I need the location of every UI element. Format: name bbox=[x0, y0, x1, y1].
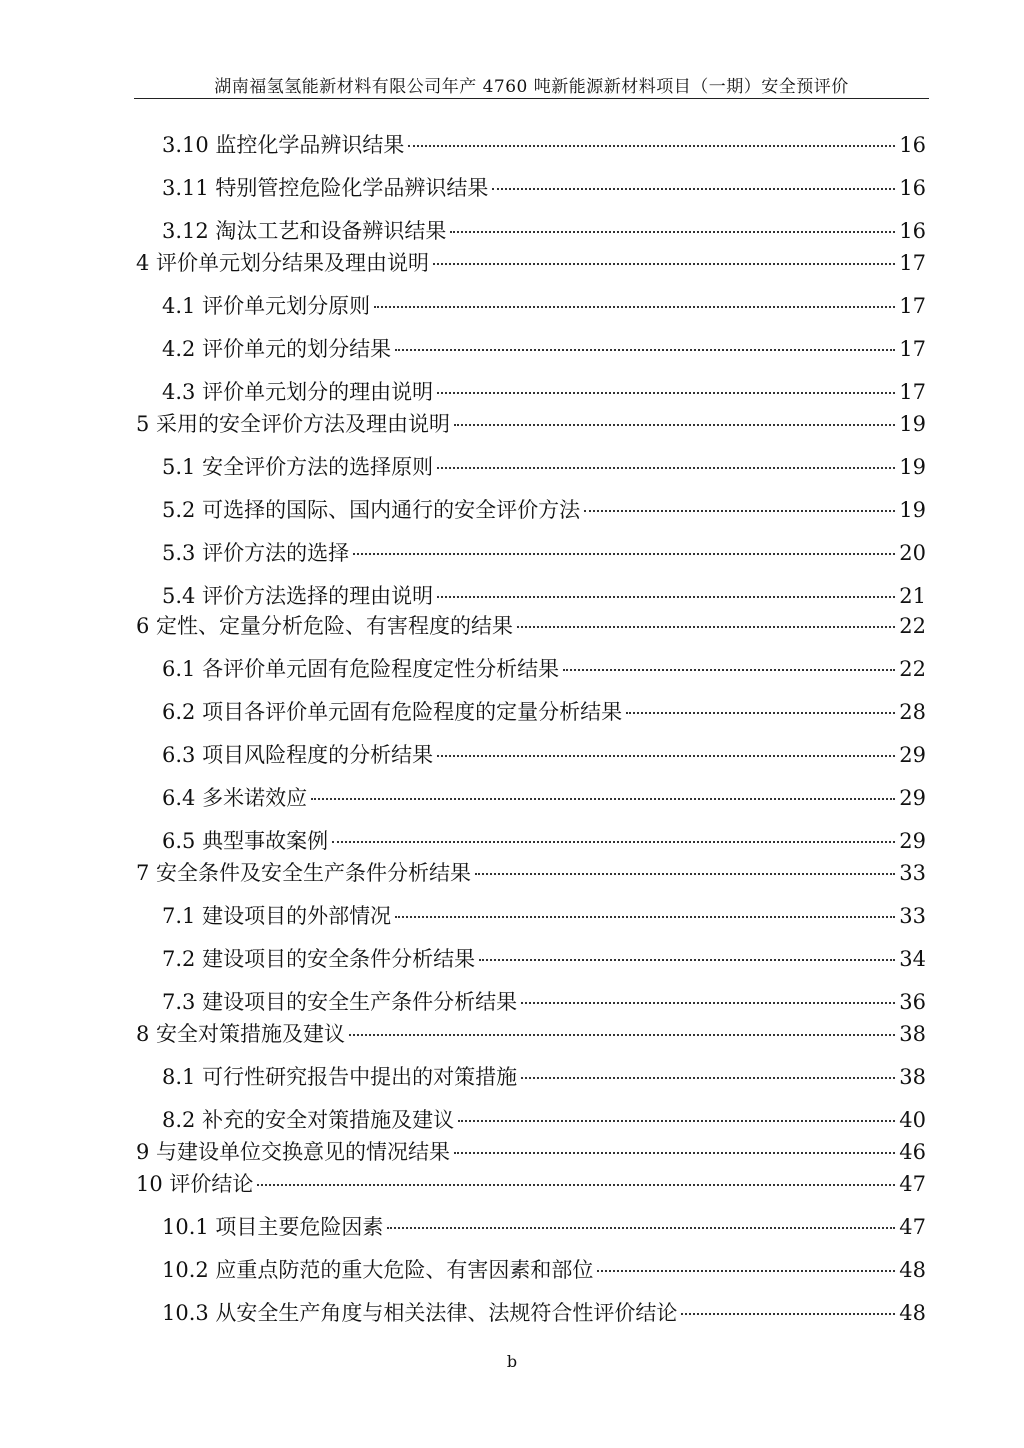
toc-entry-title: 7 安全条件及安全生产条件分析结果 bbox=[136, 861, 472, 885]
toc-page-number: 16 bbox=[899, 219, 926, 243]
toc-page-number: 34 bbox=[899, 947, 926, 971]
toc-section-entry[interactable] bbox=[162, 130, 926, 160]
toc-chapter-entry[interactable] bbox=[136, 1019, 926, 1049]
toc-entry-title: 5.2 可选择的国际、国内通行的安全评价方法 bbox=[162, 498, 581, 522]
toc-dot-leader bbox=[353, 553, 895, 555]
toc-page-number: 47 bbox=[899, 1215, 926, 1239]
toc-dot-leader bbox=[311, 798, 895, 800]
toc-entry-title: 10.1 项目主要危险因素 bbox=[162, 1215, 384, 1239]
toc-page-number: 19 bbox=[899, 412, 926, 436]
toc-section-entry[interactable] bbox=[162, 216, 926, 246]
toc-page-number: 17 bbox=[899, 251, 926, 275]
toc-entry-title: 3.11 特别管控危险化学品辨识结果 bbox=[162, 176, 489, 200]
toc-entry-title: 5 采用的安全评价方法及理由说明 bbox=[136, 412, 451, 436]
toc-dot-leader bbox=[450, 231, 895, 233]
toc-page-number: 19 bbox=[899, 455, 926, 479]
toc-dot-leader bbox=[597, 1270, 895, 1272]
toc-page-number: 46 bbox=[899, 1140, 926, 1164]
toc-entry-title: 3.10 监控化学品辨识结果 bbox=[162, 133, 405, 157]
toc-dot-leader bbox=[437, 392, 895, 394]
toc-dot-leader bbox=[349, 1034, 895, 1036]
toc-section-entry[interactable] bbox=[162, 697, 926, 727]
toc-section-entry[interactable] bbox=[162, 826, 926, 856]
toc-page-number: 47 bbox=[899, 1172, 926, 1196]
toc-entry-title: 6.5 典型事故案例 bbox=[162, 829, 329, 853]
toc-page-number: 20 bbox=[899, 541, 926, 565]
toc-dot-leader bbox=[475, 873, 895, 875]
toc-entry-title: 6.4 多米诺效应 bbox=[162, 786, 308, 810]
toc-section-entry[interactable] bbox=[162, 173, 926, 203]
toc-dot-leader bbox=[626, 712, 895, 714]
toc-dot-leader bbox=[395, 349, 895, 351]
toc-chapter-entry[interactable] bbox=[136, 858, 926, 888]
toc-entry-title: 6.3 项目风险程度的分析结果 bbox=[162, 743, 434, 767]
toc-dot-leader bbox=[408, 145, 895, 147]
toc-section-entry[interactable] bbox=[162, 783, 926, 813]
toc-dot-leader bbox=[584, 510, 895, 512]
toc-dot-leader bbox=[437, 755, 895, 757]
toc-entry-title: 8.1 可行性研究报告中提出的对策措施 bbox=[162, 1065, 518, 1089]
toc-entry-title: 6.2 项目各评价单元固有危险程度的定量分析结果 bbox=[162, 700, 623, 724]
toc-dot-leader bbox=[437, 467, 895, 469]
toc-entry-title: 7.3 建设项目的安全生产条件分析结果 bbox=[162, 990, 518, 1014]
toc-page-number: 22 bbox=[899, 657, 926, 681]
toc-section-entry[interactable] bbox=[162, 581, 926, 611]
toc-page-number: 48 bbox=[899, 1258, 926, 1282]
toc-page-number: 16 bbox=[899, 133, 926, 157]
toc-page-number: 33 bbox=[899, 904, 926, 928]
toc-entry-title: 10 评价结论 bbox=[136, 1172, 254, 1196]
toc-page-number: 22 bbox=[899, 614, 926, 638]
toc-dot-leader bbox=[374, 306, 895, 308]
toc-dot-leader bbox=[492, 188, 895, 190]
toc-dot-leader bbox=[458, 1120, 895, 1122]
toc-dot-leader bbox=[433, 263, 895, 265]
toc-page-number: 17 bbox=[899, 294, 926, 318]
toc-section-entry[interactable] bbox=[162, 452, 926, 482]
toc-page-number: 28 bbox=[899, 700, 926, 724]
toc-chapter-entry[interactable] bbox=[136, 1137, 926, 1167]
toc-entry-title: 4.1 评价单元划分原则 bbox=[162, 294, 371, 318]
toc-section-entry[interactable] bbox=[162, 740, 926, 770]
toc-section-entry[interactable] bbox=[162, 1062, 926, 1092]
toc-section-entry[interactable] bbox=[162, 1255, 926, 1285]
running-header: 湖南福氢氢能新材料有限公司年产 4760 吨新能源新材料项目（一期）安全预评价 bbox=[214, 77, 849, 97]
toc-chapter-entry[interactable] bbox=[136, 409, 926, 439]
toc-section-entry[interactable] bbox=[162, 1298, 926, 1328]
toc-entry-title: 4.2 评价单元的划分结果 bbox=[162, 337, 392, 361]
toc-dot-leader bbox=[517, 626, 895, 628]
toc-page-number: 40 bbox=[899, 1108, 926, 1132]
toc-dot-leader bbox=[521, 1002, 895, 1004]
toc-chapter-entry[interactable] bbox=[136, 1169, 926, 1199]
toc-entry-title: 9 与建设单位交换意见的情况结果 bbox=[136, 1140, 451, 1164]
toc-section-entry[interactable] bbox=[162, 654, 926, 684]
toc-entry-title: 4.3 评价单元划分的理由说明 bbox=[162, 380, 434, 404]
toc-dot-leader bbox=[563, 669, 895, 671]
toc-page-number: 36 bbox=[899, 990, 926, 1014]
toc-entry-title: 7.2 建设项目的安全条件分析结果 bbox=[162, 947, 476, 971]
toc-section-entry[interactable] bbox=[162, 944, 926, 974]
toc-dot-leader bbox=[332, 841, 895, 843]
toc-chapter-entry[interactable] bbox=[136, 248, 926, 278]
toc-section-entry[interactable] bbox=[162, 495, 926, 525]
toc-dot-leader bbox=[387, 1227, 895, 1229]
toc-page-number: 29 bbox=[899, 829, 926, 853]
toc-section-entry[interactable] bbox=[162, 1212, 926, 1242]
toc-page-number: 38 bbox=[899, 1065, 926, 1089]
toc-entry-title: 5.1 安全评价方法的选择原则 bbox=[162, 455, 434, 479]
toc-entry-title: 8 安全对策措施及建议 bbox=[136, 1022, 346, 1046]
toc-entry-title: 10.2 应重点防范的重大危险、有害因素和部位 bbox=[162, 1258, 594, 1282]
toc-dot-leader bbox=[521, 1077, 895, 1079]
page-number: b bbox=[506, 1352, 518, 1371]
toc-entry-title: 5.4 评价方法选择的理由说明 bbox=[162, 584, 434, 608]
toc-section-entry[interactable] bbox=[162, 1105, 926, 1135]
toc-entry-title: 4 评价单元划分结果及理由说明 bbox=[136, 251, 430, 275]
toc-section-entry[interactable] bbox=[162, 334, 926, 364]
toc-entry-title: 8.2 补充的安全对策措施及建议 bbox=[162, 1108, 455, 1132]
toc-dot-leader bbox=[395, 916, 895, 918]
toc-entry-title: 6 定性、定量分析危险、有害程度的结果 bbox=[136, 614, 514, 638]
toc-dot-leader bbox=[681, 1313, 895, 1315]
toc-page-number: 48 bbox=[899, 1301, 926, 1325]
toc-entry-title: 5.3 评价方法的选择 bbox=[162, 541, 350, 565]
toc-section-entry[interactable] bbox=[162, 291, 926, 321]
toc-page-number: 16 bbox=[899, 176, 926, 200]
toc-dot-leader bbox=[454, 1152, 895, 1154]
toc-dot-leader bbox=[479, 959, 895, 961]
toc-section-entry[interactable] bbox=[162, 377, 926, 407]
toc-page-number: 19 bbox=[899, 498, 926, 522]
toc-entry-title: 7.1 建设项目的外部情况 bbox=[162, 904, 392, 928]
toc-section-entry[interactable] bbox=[162, 538, 926, 568]
toc-page-number: 29 bbox=[899, 743, 926, 767]
toc-page-number: 21 bbox=[899, 584, 926, 608]
toc-entry-title: 10.3 从安全生产角度与相关法律、法规符合性评价结论 bbox=[162, 1301, 678, 1325]
table-of-contents bbox=[0, 130, 1024, 1340]
toc-dot-leader bbox=[454, 424, 895, 426]
toc-chapter-entry[interactable] bbox=[136, 611, 926, 641]
toc-dot-leader bbox=[437, 596, 895, 598]
toc-entry-title: 6.1 各评价单元固有危险程度定性分析结果 bbox=[162, 657, 560, 681]
toc-page-number: 33 bbox=[899, 861, 926, 885]
toc-dot-leader bbox=[257, 1184, 895, 1186]
header-rule bbox=[134, 98, 929, 99]
toc-page-number: 17 bbox=[899, 380, 926, 404]
toc-section-entry[interactable] bbox=[162, 987, 926, 1017]
toc-page-number: 17 bbox=[899, 337, 926, 361]
toc-entry-title: 3.12 淘汰工艺和设备辨识结果 bbox=[162, 219, 447, 243]
toc-section-entry[interactable] bbox=[162, 901, 926, 931]
toc-page-number: 29 bbox=[899, 786, 926, 810]
toc-page-number: 38 bbox=[899, 1022, 926, 1046]
